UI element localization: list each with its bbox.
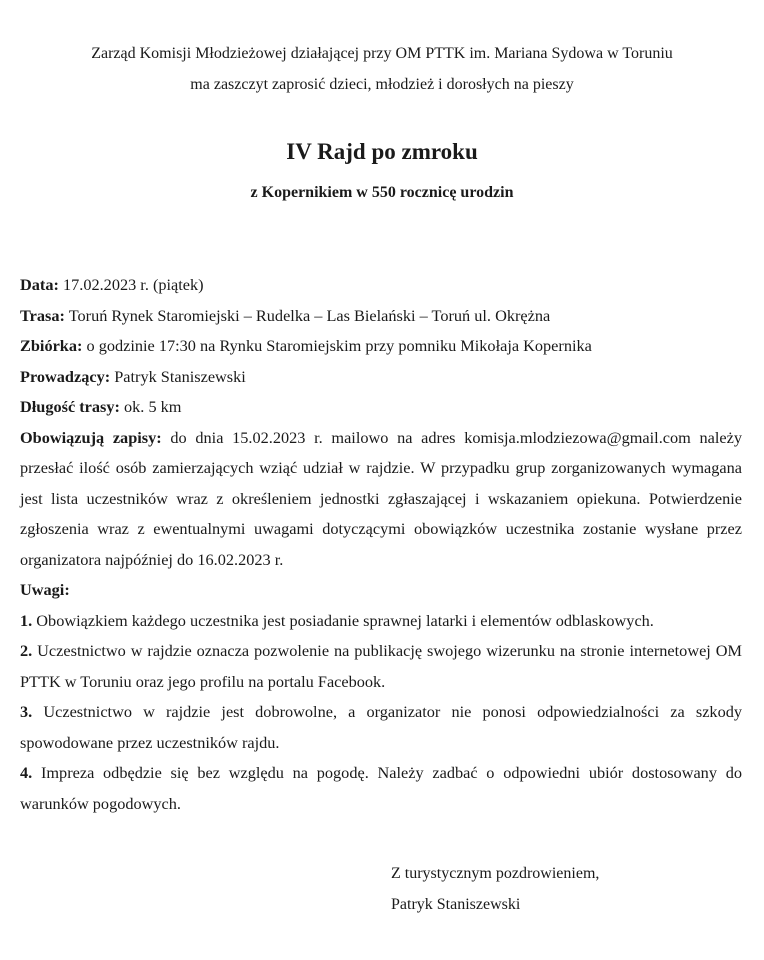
registration-value: do dnia 15.02.2023 r. mailowo na adres komisja.mlodziezowa@gmail.com należy przesłać ilość osób zamierzających wziąć udział w rajdzie. W przypadku grup zorganizowanych wymagana jest lista uczestników wraz z określeniem jednostki zgłaszającej i wskazaniem opiekuna. Potwierdzenie zgłoszenia wraz z ewentualnymi uwagami dotyczącymi obowiązków uczestnika zostanie wysłane przez organizatora najpóźniej do 16.02.2023 r. <box>20 427 743 569</box>
date-label: Data: <box>20 275 59 294</box>
note-number: 3. <box>20 702 33 721</box>
note-text: Obowiązkiem każdego uczestnika jest posiadanie sprawnej latarki i elementów odblaskowych. <box>36 610 654 630</box>
event-subtitle: z Kopernikiem w 550 rocznicę urodzin <box>250 184 514 201</box>
date-value: 17.02.2023 r. (piątek) <box>62 275 204 294</box>
length-value: ok. 5 km <box>124 397 182 416</box>
note-text: Uczestnictwo w rajdzie oznacza pozwolenie na publikację swojego wizerunku na stronie internetowej OM PTTK w Toruniu oraz jego profilu na portalu Facebook. <box>20 641 742 691</box>
header-line-1: Zarząd Komisji Młodzieżowej działającej przy OM PTTK im. Mariana Sydowa w Toruniu <box>91 45 673 62</box>
registration-row <box>20 423 742 576</box>
note-text: Uczestnictwo w rajdzie jest dobrowolne, a organizator nie ponosi odpowiedzialności za szkody spowodowane przez uczestników rajdu. <box>20 702 742 752</box>
meeting-row <box>20 331 742 362</box>
leader-row <box>20 362 742 393</box>
signature-name: Patryk Staniszewski <box>391 896 521 913</box>
note-number: 2. <box>20 641 33 660</box>
signature-block <box>391 858 599 920</box>
route-value: Toruń Rynek Staromiejski – Rudelka – Las Bielański – Toruń ul. Okrężna <box>68 305 551 325</box>
note-item <box>20 606 742 637</box>
length-row <box>20 392 742 423</box>
route-row <box>20 301 742 332</box>
notes-heading: Uwagi: <box>20 580 70 599</box>
route-label: Trasa: <box>20 305 65 325</box>
note-item <box>20 758 742 819</box>
header-line-2: ma zaszczyt zaprosić dzieci, młodzież i dorosłych na pieszy <box>190 76 574 93</box>
note-item <box>20 636 742 697</box>
leader-label: Prowadzący: <box>20 366 111 386</box>
event-details <box>20 270 742 819</box>
date-row <box>20 270 742 301</box>
note-number: 1. <box>20 610 33 630</box>
leader-value: Patryk Staniszewski <box>114 366 246 386</box>
event-title: IV Rajd po zmroku <box>286 139 478 164</box>
note-number: 4. <box>20 763 33 782</box>
registration-label: Obowiązują zapisy: <box>20 427 162 447</box>
signature-greeting: Z turystycznym pozdrowieniem, <box>391 865 600 882</box>
length-label: Długość trasy: <box>20 397 120 416</box>
meeting-value: o godzinie 17:30 na Rynku Staromiejskim przy pomniku Mikołaja Kopernika <box>86 336 592 355</box>
note-text: Impreza odbędzie się bez względu na pogodę. Należy zadbać o odpowiedni ubiór dostosowany do warunków pogodowych. <box>20 763 742 813</box>
note-item <box>20 697 742 758</box>
meeting-label: Zbiórka: <box>20 336 83 355</box>
